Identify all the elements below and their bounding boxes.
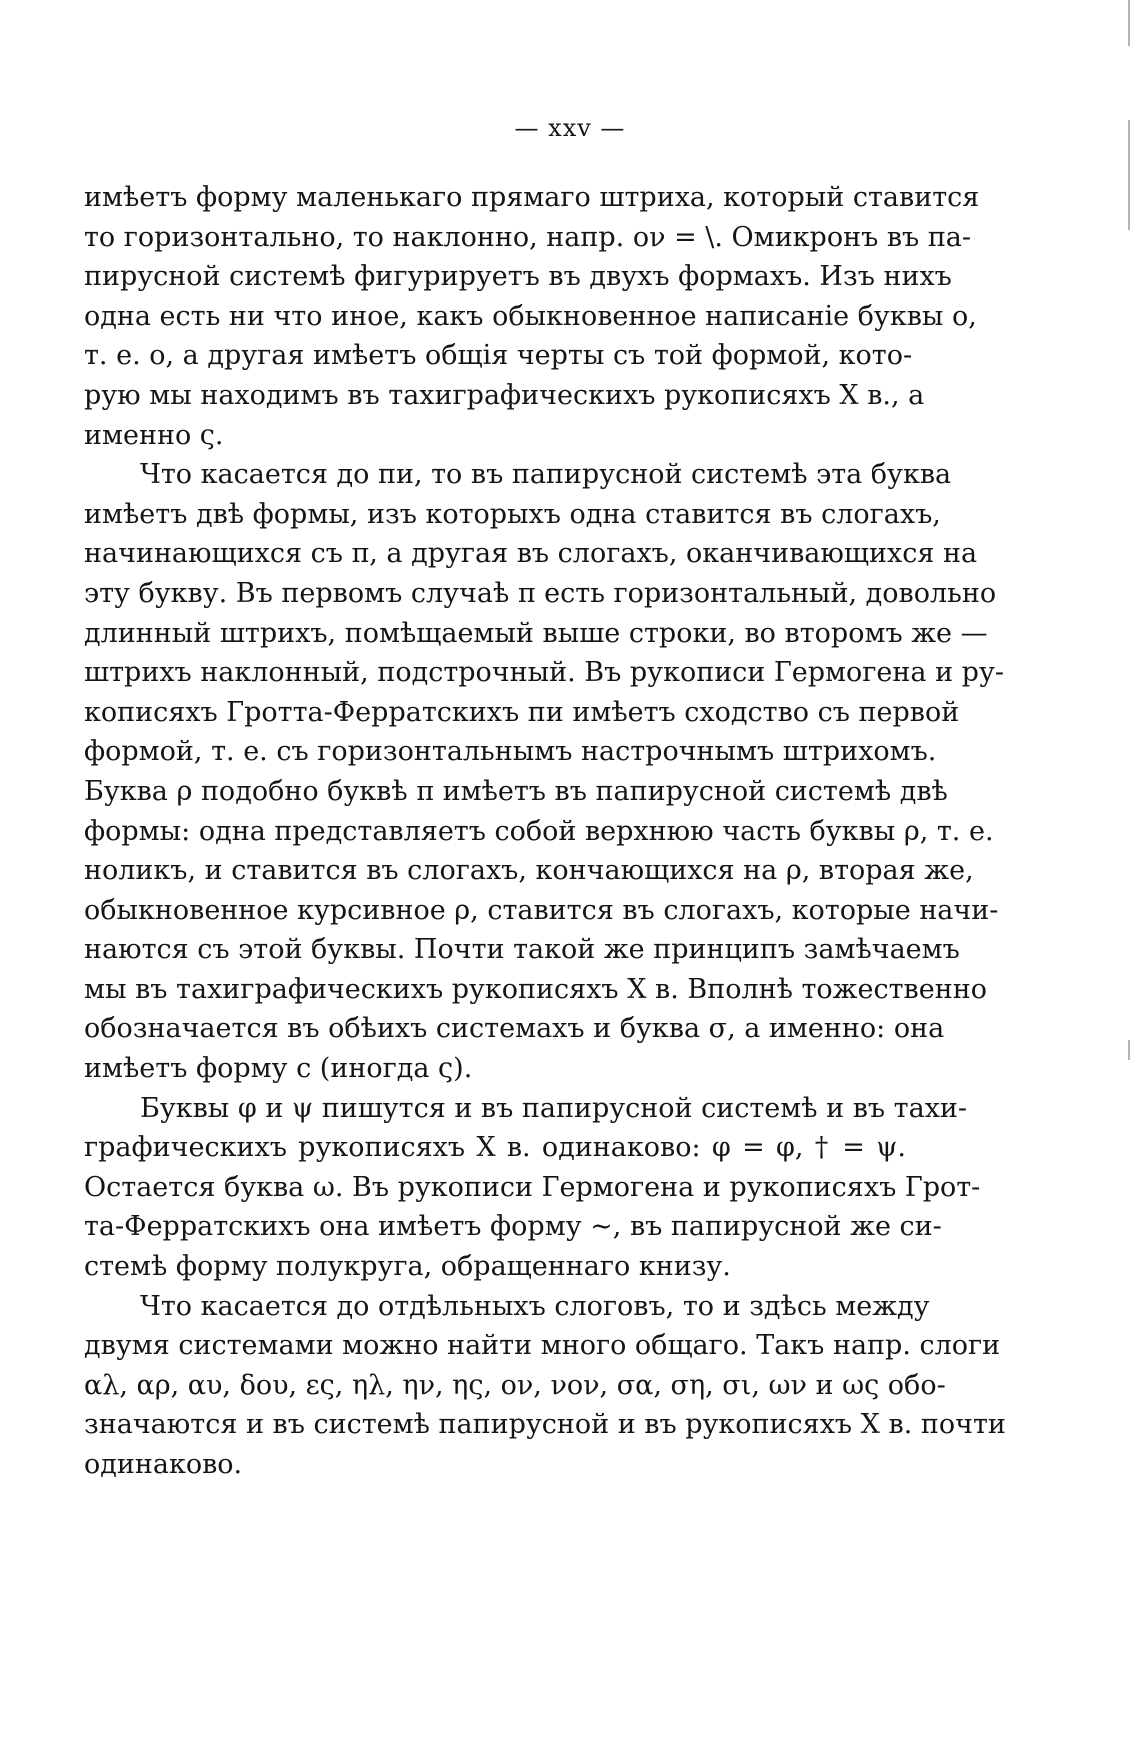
text-line: именно ς. [84, 419, 224, 451]
paragraph [84, 178, 980, 455]
paragraph [84, 1287, 1006, 1485]
text-line: Буква ρ подобно буквѣ π имѣетъ въ папирусной системѣ двѣ [84, 775, 948, 807]
text-line: штрихъ наклонный, подстрочный. Въ рукописи Гермогена и ру- [84, 657, 1004, 689]
text-line: формы: одна представляетъ собой верхнюю часть буквы ρ, т. е. [84, 815, 994, 847]
paragraph [84, 455, 1004, 1089]
text-line: Буквы φ и ψ пишутся и въ папирусной системѣ и въ тахи- [140, 1092, 968, 1124]
paragraph [84, 1089, 981, 1287]
text-line: одинаково. [84, 1449, 243, 1480]
text-line: пирусной системѣ фигурируетъ въ двухъ формахъ. Изъ нихъ [84, 261, 952, 293]
text-line: двумя системами можно найти много общаго. Такъ напр. слоги [84, 1330, 1001, 1362]
text-line: Что касается до пи, то въ папирусной системѣ эта буква [140, 459, 952, 491]
scan-edge-line [1128, 0, 1130, 46]
text-line: начинающихся съ π, а другая въ слогахъ, оканчивающихся на [84, 538, 978, 570]
text-line: та-Ферратскихъ она имѣетъ форму ∼, въ папирусной же си- [84, 1211, 942, 1243]
text-line: αλ, αρ, αυ, δου, ες, ηλ, ην, ης, ον, νον, σα, ση, σι, ων и ως обо- [84, 1369, 946, 1401]
scan-edge-line [1128, 1040, 1130, 1060]
body-text [84, 178, 1006, 1485]
text-line: обозначается въ обѣихъ системахъ и буква σ, а именно: она [84, 1013, 945, 1045]
text-line: эту букву. Въ первомъ случаѣ π есть горизонтальный, довольно [84, 577, 997, 609]
text-line: кописяхъ Гротта-Ферратскихъ пи имѣетъ сходство съ первой [84, 696, 960, 728]
text-line: графическихъ рукописяхъ X в. одинаково: φ = φ, † = ψ. [84, 1132, 906, 1164]
text-line: имѣетъ двѣ формы, изъ которыхъ одна ставится въ слогахъ, [84, 498, 941, 530]
text-line: имѣетъ форму маленькаго прямаго штриха, который ставится [84, 182, 980, 213]
text-line: значаются и въ системѣ папирусной и въ рукописяхъ X в. почти [84, 1409, 1006, 1441]
text-line: мы въ тахиграфическихъ рукописяхъ X в. Вполнѣ тожественно [84, 973, 987, 1005]
page-number: — xxv — [514, 114, 626, 142]
text-line: рую мы находимъ въ тахиграфическихъ рукописяхъ X в., а [84, 379, 925, 411]
text-line: одна есть ни что иное, какъ обыкновенное написаніе буквы ο, [84, 300, 977, 332]
text-line: длинный штрихъ, помѣщаемый выше строки, во второмъ же — [84, 617, 988, 649]
text-line: стемѣ форму полукруга, обращеннаго книзу. [84, 1251, 731, 1283]
text-line: наются съ этой буквы. Почти такой же принципъ замѣчаемъ [84, 934, 960, 966]
text-line: Что касается до отдѣльныхъ слоговъ, то и здѣсь между [140, 1290, 930, 1322]
text-line: Остается буква ω. Въ рукописи Гермогена и рукописяхъ Грот- [84, 1171, 981, 1203]
text-line: то горизонтально, то наклонно, напр. ον = \. Омикронъ въ па- [84, 221, 972, 253]
text-line: имѣетъ форму c (иногда ς). [84, 1053, 473, 1085]
text-line: ноликъ, и ставится въ слогахъ, кончающихся на ρ, вторая же, [84, 855, 974, 887]
text-line: формой, т. е. съ горизонтальнымъ настрочнымъ штрихомъ. [84, 736, 937, 768]
text-line: т. е. ο, а другая имѣетъ общія черты съ той формой, кото- [84, 340, 913, 372]
text-line: обыкновенное курсивное ρ, ставится въ слогахъ, которые начи- [84, 894, 999, 926]
